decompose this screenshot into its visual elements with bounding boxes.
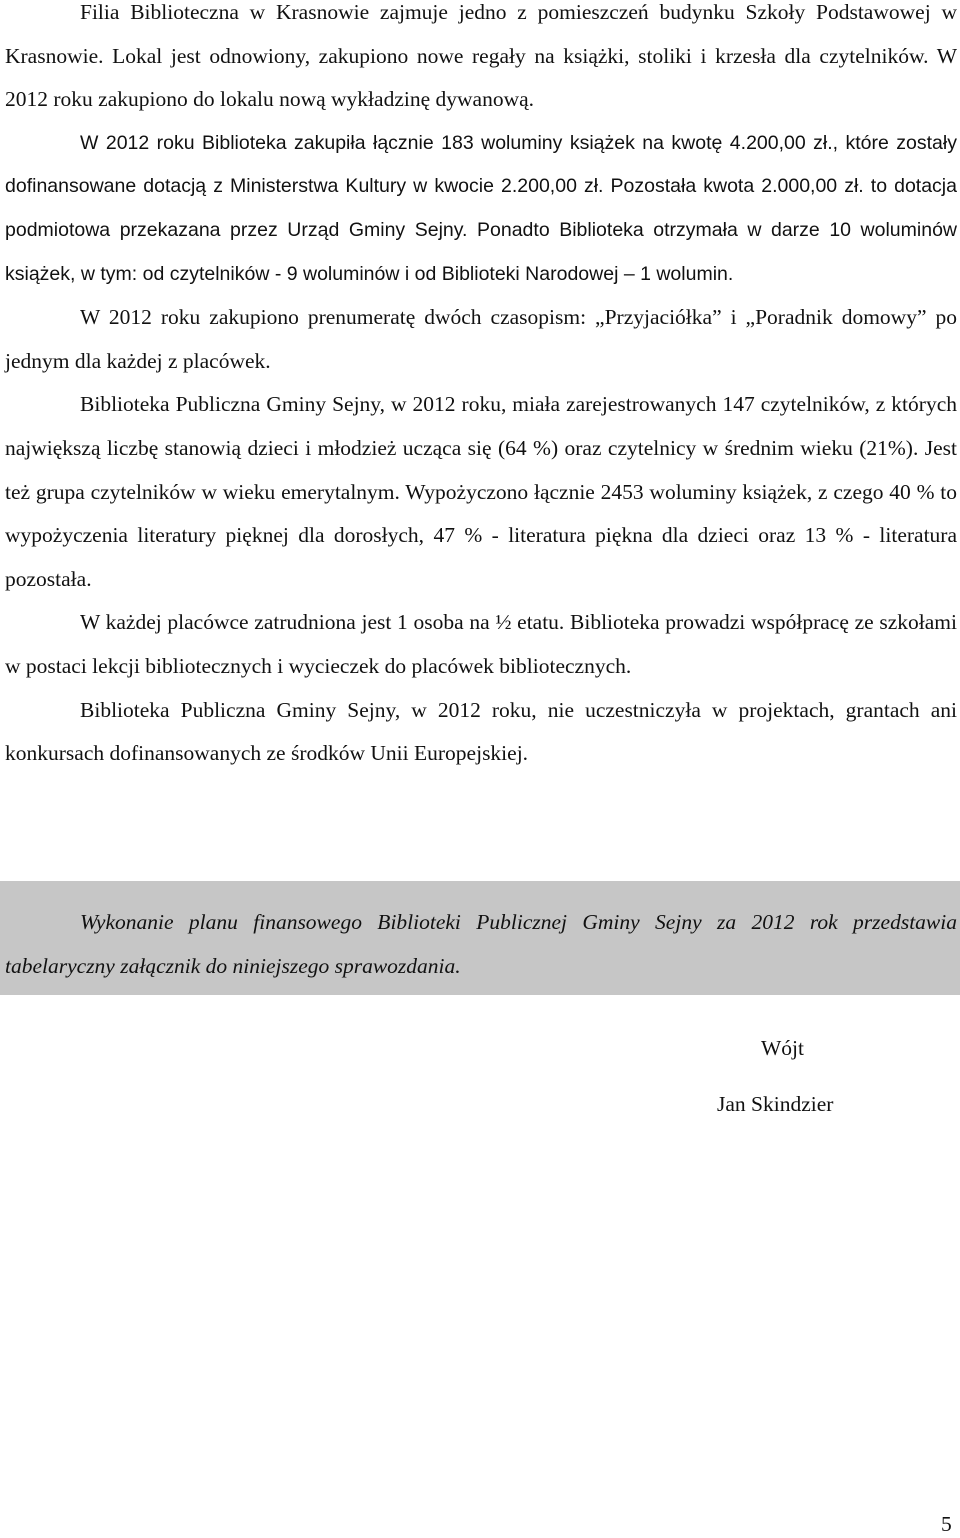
paragraph-filia-krasnowo: Filia Biblioteczna w Krasnowie zajmuje jedno z pomieszczeń budynku Szkoły Podstawowej w Krasnowie. Lokal jest odnowiony, zakupiono nowe regały na książki, stoliki i krzesła dla czytelników. W 2012 roku zakupiono do lokalu nową wykładzinę dywanową.: [5, 0, 957, 112]
signature-name: Jan Skindzier: [717, 1092, 834, 1116]
signature-block: [717, 1034, 833, 1118]
financial-plan-note-text: Wykonanie planu finansowego Biblioteki Publicznej Gminy Sejny za 2012 rok przedstawia tabelaryczny załącznik do niniejszego sprawozdania.: [5, 910, 957, 978]
paragraph-staff-cooperation: W każdej placówce zatrudniona jest 1 osoba na ½ etatu. Biblioteka prowadzi współpracę ze szkołami w postaci lekcji bibliotecznych i wycieczek do placówek bibliotecznych.: [5, 610, 957, 678]
paragraph-eu-projects: Biblioteka Publiczna Gminy Sejny, w 2012 roku, nie uczestniczyła w projektach, grantach ani konkursach dofinansowanych ze środków Unii Europejskiej.: [5, 697, 957, 766]
document-page: [5, 0, 957, 776]
financial-plan-note: [0, 881, 960, 995]
page-number: 5: [941, 1512, 952, 1536]
paragraph-subscriptions: W 2012 roku zakupiono prenumeratę dwóch czasopism: „Przyjaciółka” i „Poradnik domowy” po jednym dla każdej z placówek.: [5, 305, 957, 373]
signature-title: Wójt: [761, 1036, 804, 1060]
paragraph-book-purchases: W 2012 roku Biblioteka zakupiła łącznie 183 woluminy książek na kwotę 4.200,00 zł., które zostały dofinansowane dotacją z Ministerstwa Kultury w kwocie 2.200,00 zł. Pozostała kwota 2.000,00 zł. to dotacja podmiotowa przekazana przez Urząd Gminy Sejny. Ponadto Biblioteka otrzymała w darze 10 woluminów książek, w tym: od czytelników - 9 woluminów i od Biblioteki Narodowej – 1 wolumin.: [5, 131, 957, 285]
paragraph-readers-statistics: Biblioteka Publiczna Gminy Sejny, w 2012 roku, miała zarejestrowanych 147 czytelników, z których największą liczbę stanowią dzieci i młodzież ucząca się (64 %) oraz czytelnicy w średnim wieku (21%). Jest też grupa czytelników w wieku emerytalnym. Wypożyczono łącznie 2453 woluminy książek, z czego 40 % to wypożyczenia literatury pięknej dla dorosłych, 47 % - literatura piękna dla dzieci oraz 13 % - literatura pozostała.: [5, 392, 957, 591]
